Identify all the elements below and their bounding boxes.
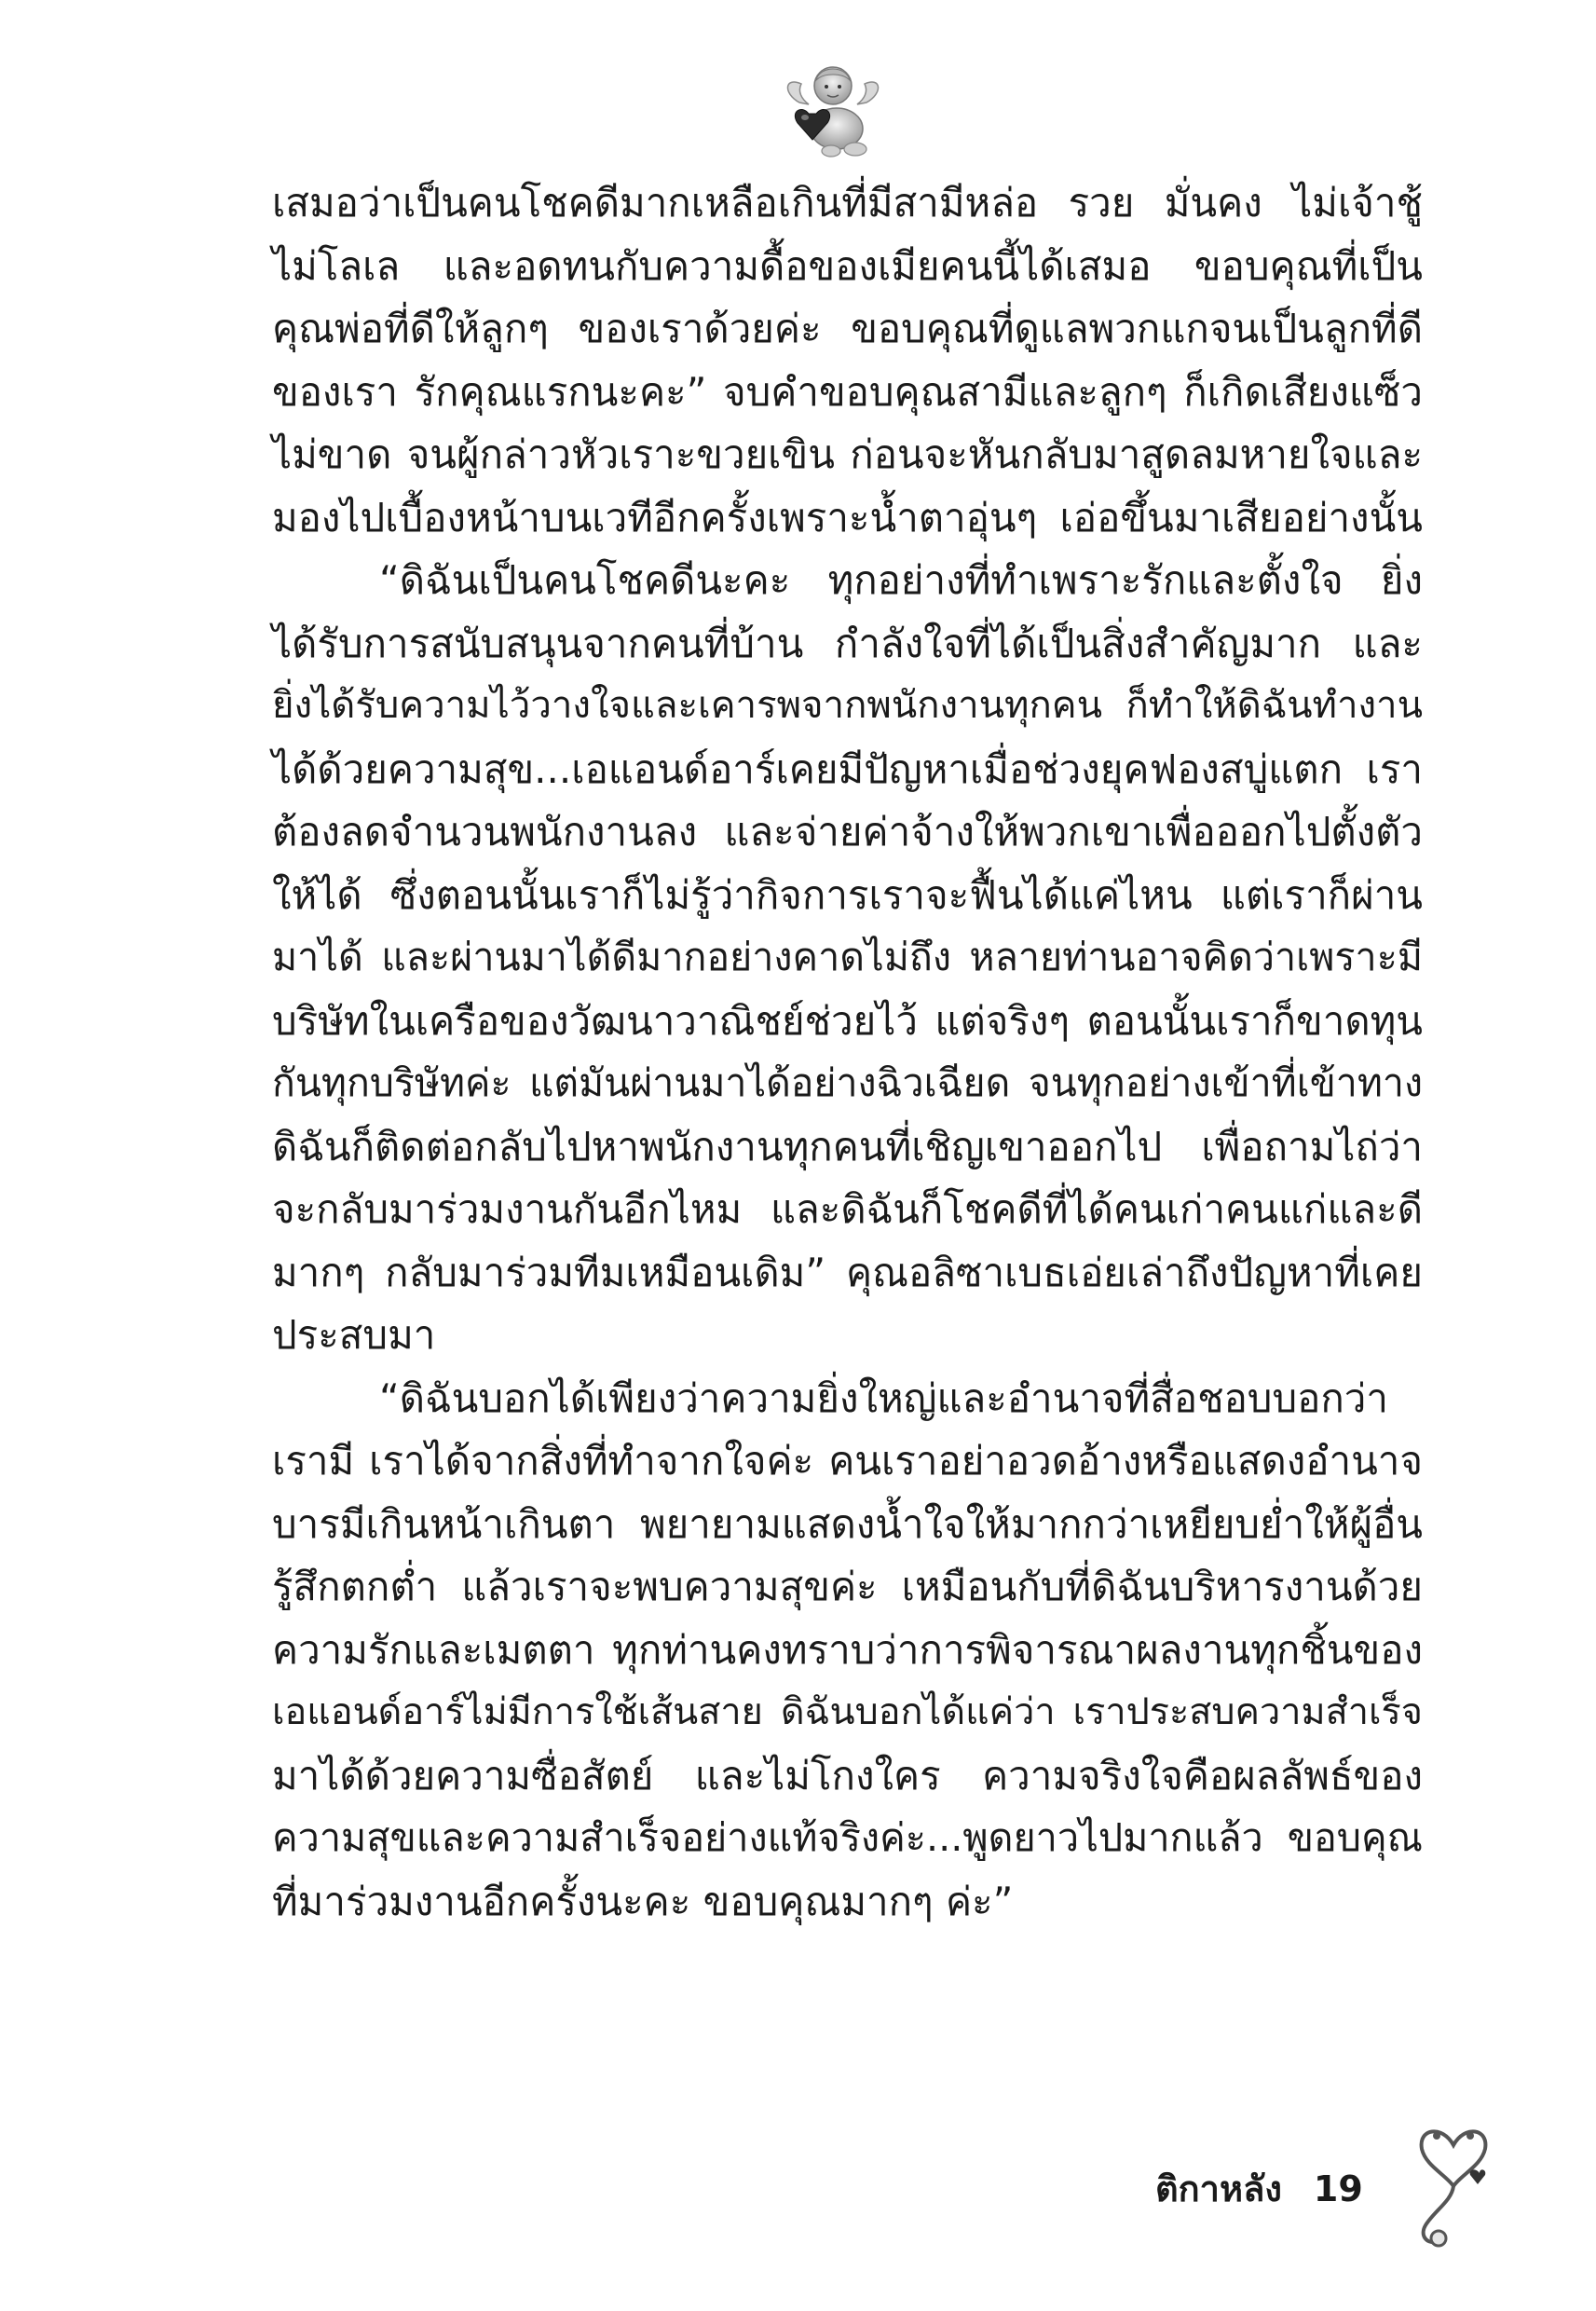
text-line: ได้ด้วยความสุข...เอแอนด์อาร์เคยมีปัญหาเมื่อช่วงยุคฟองสบู่แตก เรา [272, 745, 1423, 792]
text-line: เอแอนด์อาร์ไม่มีการใช้เส้นสาย ดิฉันบอกได้แค่ว่า เราประสบความสำเร็จ [272, 1690, 1423, 1733]
text-line: ไม่ขาด จนผู้กล่าวหัวเราะขวยเขิน ก่อนจะหันกลับมาสูดลมหายใจและ [272, 431, 1423, 477]
page-footer [1155, 2160, 1363, 2217]
text-line: ได้รับการสนับสนุนจากคนที่บ้าน กำลังใจที่ได้เป็นสิ่งสำคัญมาก และ [272, 620, 1423, 666]
text-line: ของเรา รักคุณแรกนะคะ” จบคำขอบคุณสามีและลูกๆ ก็เกิดเสียงแซ็ว [272, 368, 1423, 415]
page-number: 19 [1313, 2168, 1363, 2209]
text-line: ดิฉันก็ติดต่อกลับไปหาพนักงานทุกคนที่เชิญเขาออกไป เพื่อถามไถ่ว่า [272, 1123, 1423, 1169]
text-line: มองไปเบื้องหน้าบนเวทีอีกครั้งเพราะน้ำตาอุ่นๆ เอ่อขึ้นมาเสียอย่างนั้น [272, 494, 1423, 540]
text-line: กันทุกบริษัทค่ะ แต่มันผ่านมาได้อย่างฉิวเฉียด จนทุกอย่างเข้าที่เข้าทาง [272, 1060, 1423, 1105]
body-text [272, 171, 1423, 1933]
text-line: ต้องลดจำนวนพนักงานลง และจ่ายค่าจ้างให้พวกเขาเพื่อออกไปตั้งตัว [272, 809, 1423, 855]
text-line: มากๆ กลับมาร่วมทีมเหมือนเดิม” คุณอลิซาเบธเอ่ยเล่าถึงปัญหาที่เคย [272, 1249, 1423, 1295]
text-line: ไม่โลเล และอดทนกับความดื้อของเมียคนนี้ได้เสมอ ขอบคุณที่เป็น [272, 242, 1423, 289]
text-line: มาได้ด้วยความซื่อสัตย์ และไม่โกงใคร ความจริงใจคือผลลัพธ์ของ [272, 1752, 1423, 1798]
text-line: เสมอว่าเป็นคนโชคดีมากเหลือเกินที่มีสามีหล่อ รวย มั่นคง ไม่เจ้าชู้ [272, 180, 1423, 226]
cherub-with-heart-icon [781, 56, 885, 160]
text-line: ความสุขและความสำเร็จอย่างแท้จริงค่ะ...พูดยาวไปมากแล้ว ขอบคุณ [272, 1815, 1423, 1860]
text-line: บารมีเกินหน้าเกินตา พยายามแสดงน้ำใจให้มากกว่าเหยียบย่ำให้ผู้อื่น [272, 1500, 1423, 1547]
text-line: “ดิฉันบอกได้เพียงว่าความยิ่งใหญ่และอำนาจที่สื่อชอบบอกว่า [379, 1374, 1388, 1421]
text-line: บริษัทในเครือของวัฒนาวาณิชย์ช่วยไว้ แต่จริงๆ ตอนนั้นเราก็ขาดทุน [272, 997, 1423, 1044]
text-line: รู้สึกตกต่ำ แล้วเราจะพบความสุขค่ะ เหมือนกับที่ดิฉันบริหารงานด้วย [272, 1564, 1423, 1609]
text-line: ให้ได้ ซึ่งตอนนั้นเราก็ไม่รู้ว่ากิจการเราจะฟื้นได้แค่ไหน แต่เราก็ผ่าน [272, 871, 1423, 918]
text-line: มาได้ และผ่านมาได้ดีมากอย่างคาดไม่ถึง หลายท่านอาจคิดว่าเพราะมี [272, 935, 1423, 979]
text-line: ที่มาร่วมงานอีกครั้งนะคะ ขอบคุณมากๆ ค่ะ” [272, 1878, 1014, 1924]
text-line: จะกลับมาร่วมงานกันอีกไหม และดิฉันก็โชคดีที่ได้คนเก่าคนแก่และดี [272, 1186, 1423, 1232]
text-line: ยิ่งได้รับความไว้วางใจและเคารพจากพนักงานทุกคน ก็ทำให้ดิฉันทำงาน [272, 684, 1423, 727]
stethoscope-heart-icon [1398, 2108, 1509, 2248]
book-title: ติกาหลัง [1155, 2168, 1282, 2209]
text-line: ประสบมา [272, 1312, 436, 1358]
text-line: ความรักและเมตตา ทุกท่านคงทราบว่าการพิจารณาผลงานทุกชิ้นของ [272, 1626, 1423, 1673]
text-line: “ดิฉันเป็นคนโชคดีนะคะ ทุกอย่างที่ทำเพราะรักและตั้งใจ ยิ่ง [379, 557, 1423, 603]
text-line: คุณพ่อที่ดีให้ลูกๆ ของเราด้วยค่ะ ขอบคุณที่ดูแลพวกแกจนเป็นลูกที่ดี [272, 306, 1423, 351]
text-line: เรามี เราได้จากสิ่งที่ทำจากใจค่ะ คนเราอย่าอวดอ้างหรือแสดงอำนาจ [272, 1438, 1423, 1484]
